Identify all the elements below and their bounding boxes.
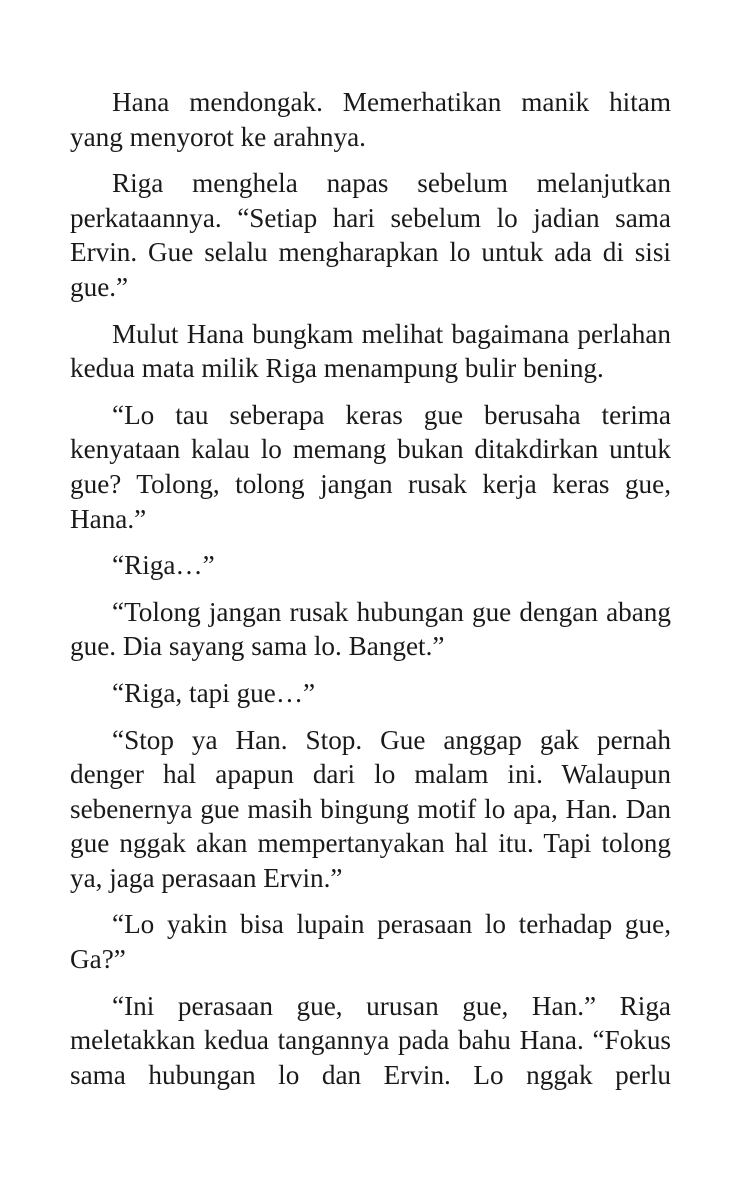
paragraph-2: Riga menghela napas sebelum melanjutkan perkataannya. “Setiap hari sebelum lo jadian sama Ervin. Gue selalu mengharapkan lo untuk ada di sisi gue.” <box>70 168 671 302</box>
paragraph-7: “Riga, tapi gue…” <box>112 677 316 708</box>
paragraph-9: “Lo yakin bisa lupain perasaan lo terhadap gue, Ga?” <box>70 909 671 975</box>
paragraph-10: “Ini perasaan gue, urusan gue, Han.” Riga meletakkan kedua tangannya pada bahu Hana. “Fokus sama hubungan lo dan Ervin. Lo nggak perlu <box>70 990 671 1090</box>
paragraph-6: “Tolong jangan rusak hubungan gue dengan abang gue. Dia sayang sama lo. Banget.” <box>70 596 671 662</box>
book-page <box>70 85 671 1104</box>
paragraph-4: “Lo tau seberapa keras gue berusaha terima kenyataan kalau lo memang bukan ditakdirkan untuk gue? Tolong, tolong jangan rusak kerja keras gue, Hana.” <box>70 399 671 534</box>
paragraph-5: “Riga…” <box>112 550 215 581</box>
paragraph-8: “Stop ya Han. Stop. Gue anggap gak pernah denger hal apapun dari lo malam ini. Walaupun sebenernya gue masih bingung motif lo apa, Han. Dan gue nggak akan mempertanyakan hal itu. Tapi tolong ya, jaga perasaan Ervin.” <box>70 724 671 893</box>
paragraph-1: Hana mendongak. Memerhatikan manik hitam yang menyorot ke arahnya. <box>70 87 671 152</box>
paragraph-3: Mulut Hana bungkam melihat bagaimana perlahan kedua mata milik Riga menampung bulir bening. <box>70 318 671 384</box>
